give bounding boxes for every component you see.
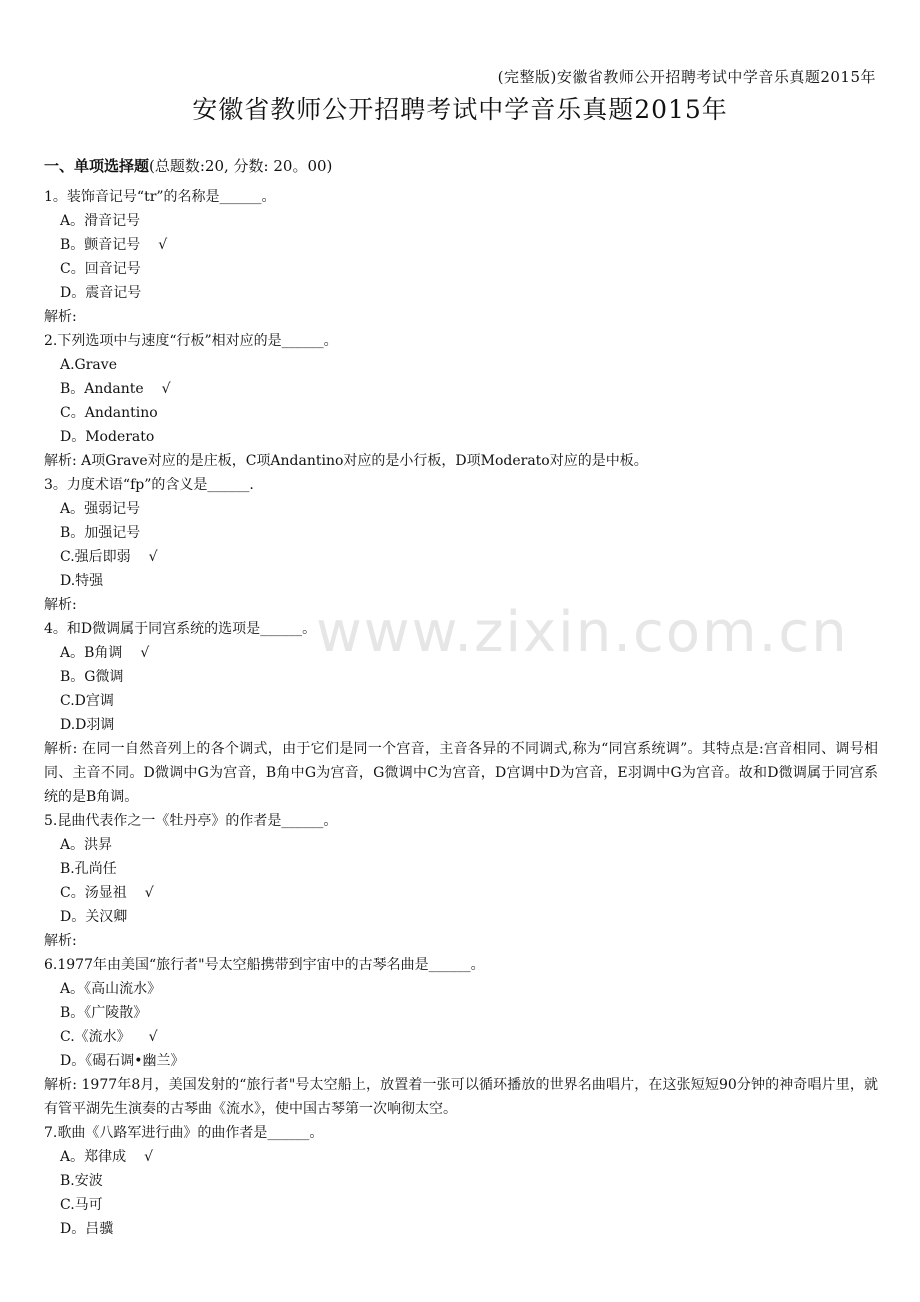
- option-text: B。加强记号: [60, 525, 141, 541]
- answer-option: [44, 569, 878, 593]
- option-text: C.《流水》: [60, 1029, 131, 1045]
- answer-option: [44, 1169, 878, 1193]
- answer-option: [44, 233, 878, 257]
- answer-option: [44, 257, 878, 281]
- option-text: B.安波: [60, 1173, 103, 1189]
- option-text: C。回音记号: [60, 261, 141, 277]
- question-stem: 3。力度术语“fp”的含义是______.: [44, 477, 254, 493]
- answer-option: [44, 689, 878, 713]
- answer-option: [44, 1145, 878, 1169]
- answer-option: [44, 905, 878, 929]
- option-text: C.马可: [60, 1197, 103, 1213]
- header-note: (完整版)安徽省教师公开招聘考试中学音乐真题2015年: [497, 68, 876, 86]
- option-text: A。洪昇: [60, 837, 113, 853]
- option-text: C.D宫调: [60, 693, 114, 709]
- answer-analysis: 解析: 1977年8月，美国发射的“旅行者"号太空船上，放置着一张可以循环播放的世界名曲唱片，在这张短短90分钟的神奇唱片里，就有管平湖先生演奏的古琴曲《流水》，使中国古琴第一次响彻太空。: [44, 1077, 878, 1117]
- correct-answer-check-icon: √: [140, 645, 150, 661]
- answer-option: [44, 1049, 878, 1073]
- answer-option: [44, 1001, 878, 1025]
- question-stem: 1。装饰音记号“tr”的名称是______。: [44, 189, 276, 205]
- section-heading-meta: (总题数:20, 分数: 20。00): [149, 157, 333, 175]
- answer-option: [44, 977, 878, 1001]
- option-text: B。Andante: [60, 381, 144, 397]
- question-block: [44, 473, 878, 617]
- answer-option: [44, 521, 878, 545]
- option-text: A。强弱记号: [60, 501, 141, 517]
- section-heading: [44, 155, 332, 176]
- question-stem: 2.下列选项中与速度“行板”相对应的是______。: [44, 333, 338, 349]
- question-stem: 6.1977年由美国“旅行者"号太空船携带到宇宙中的古琴名曲是______。: [44, 957, 485, 973]
- question-block: [44, 617, 878, 809]
- answer-option: [44, 641, 878, 665]
- answer-analysis: 解析:: [44, 933, 77, 949]
- answer-option: [44, 833, 878, 857]
- option-text: A。滑音记号: [60, 213, 141, 229]
- answer-option: [44, 713, 878, 737]
- question-block: [44, 809, 878, 953]
- answer-option: [44, 497, 878, 521]
- option-text: D。震音记号: [60, 285, 142, 301]
- correct-answer-check-icon: √: [148, 549, 158, 565]
- section-heading-label: 一、单项选择题: [44, 157, 150, 175]
- option-text: B.孔尚任: [60, 861, 117, 877]
- option-text: C。Andantino: [60, 405, 158, 421]
- answer-option: [44, 425, 878, 449]
- answer-option: [44, 401, 878, 425]
- answer-option: [44, 1025, 878, 1049]
- option-text: C。汤显祖: [60, 885, 127, 901]
- option-text: D.特强: [60, 573, 104, 589]
- correct-answer-check-icon: √: [158, 237, 168, 253]
- option-text: B。G微调: [60, 669, 124, 685]
- answer-analysis: 解析: 在同一自然音列上的各个调式，由于它们是同一个宫音，主音各异的不同调式,称为“同宫系统调”。其特点是:宫音相同、调号相同、主音不同。D微调中G为宫音，B角中G为宫音，G微调中C为宫音，D宫调中D为宫音，E羽调中G为宫音。故和D微调属于同宫系统的是B角调。: [44, 741, 878, 805]
- page-title: 安徽省教师公开招聘考试中学音乐真题2015年: [192, 95, 728, 124]
- option-text: B。《广陵散》: [60, 1005, 148, 1021]
- option-text: C.强后即弱: [60, 549, 131, 565]
- option-text: D.D羽调: [60, 717, 115, 733]
- option-text: D。《碣石调•幽兰》: [60, 1053, 185, 1069]
- answer-analysis: 解析:: [44, 309, 77, 325]
- question-list: [44, 185, 878, 1241]
- question-block: [44, 185, 878, 329]
- question-stem: 7.歌曲《八路军进行曲》的曲作者是______。: [44, 1125, 324, 1141]
- answer-option: [44, 665, 878, 689]
- answer-analysis: 解析:: [44, 597, 77, 613]
- option-text: B。颤音记号: [60, 237, 141, 253]
- option-text: A。B角调: [60, 645, 123, 661]
- option-text: D。吕骥: [60, 1221, 114, 1237]
- answer-option: [44, 857, 878, 881]
- option-text: A。郑律成: [60, 1149, 127, 1165]
- answer-option: [44, 881, 878, 905]
- option-text: A。《高山流水》: [60, 981, 162, 997]
- correct-answer-check-icon: √: [144, 1149, 154, 1165]
- watermark: www.zixin.com.cn: [316, 600, 849, 665]
- answer-option: [44, 377, 878, 401]
- option-text: D。关汉卿: [60, 909, 128, 925]
- answer-option: [44, 1193, 878, 1217]
- question-stem: 4。和D微调属于同宫系统的选项是______。: [44, 621, 317, 637]
- answer-analysis: 解析: A项Grave对应的是庄板，C项Andantino对应的是小行板，D项Moderato对应的是中板。: [44, 453, 648, 469]
- answer-option: [44, 281, 878, 305]
- answer-option: [44, 1217, 878, 1241]
- question-block: [44, 1121, 878, 1241]
- correct-answer-check-icon: √: [144, 885, 154, 901]
- correct-answer-check-icon: √: [148, 1029, 158, 1045]
- correct-answer-check-icon: √: [161, 381, 171, 397]
- option-text: A.Grave: [60, 357, 117, 373]
- option-text: D。Moderato: [60, 429, 155, 445]
- question-block: [44, 329, 878, 473]
- question-block: [44, 953, 878, 1121]
- question-stem: 5.昆曲代表作之一《牡丹亭》的作者是______。: [44, 813, 338, 829]
- answer-option: [44, 353, 878, 377]
- answer-option: [44, 209, 878, 233]
- answer-option: [44, 545, 878, 569]
